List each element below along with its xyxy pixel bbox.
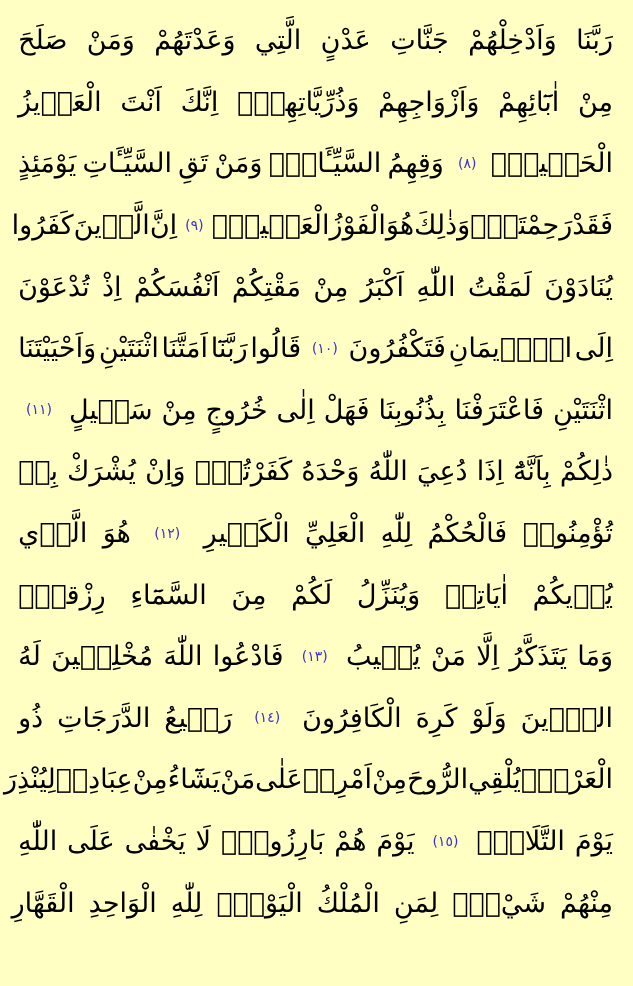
text-line	[18, 72, 613, 134]
word: فَتَكْفُرُونَ	[348, 333, 446, 365]
word: الْكَب۪يرِ	[203, 518, 290, 550]
word: وَمَنْ	[214, 148, 263, 180]
word: وَمَا	[577, 641, 613, 673]
word: دُعِيَ	[416, 456, 468, 488]
word: كَفَرُوا	[11, 210, 74, 242]
word: قَالُوا	[250, 333, 302, 365]
word: اثْنَتَيْنِ	[552, 394, 613, 426]
word: وَيُنَزِّلُ	[356, 579, 421, 611]
word: اٰيَاتِه۪	[444, 579, 508, 611]
word: السَّيِّـَٔاتِۜ	[268, 148, 382, 180]
verse-number-marker: ( ١١ )	[22, 403, 56, 417]
word: رَبَّنَٓا	[210, 333, 248, 365]
word: هُوَ	[102, 518, 131, 550]
word: مَنْ	[220, 764, 256, 796]
word: خُرُوجٍ	[205, 394, 268, 426]
word: شَيْءٌۜ	[452, 887, 546, 919]
word: اِنَّ	[149, 210, 178, 242]
word: تُدْعَوْنَ	[18, 271, 90, 303]
verse-number-marker: ( ١٣ )	[298, 650, 332, 664]
word: لَهُ	[18, 641, 41, 673]
word: بَارِزُونَۚ	[220, 826, 325, 858]
word: وَاَدْخِلْهُمْ	[468, 25, 557, 57]
word: الْا۪يمَانِ	[448, 333, 573, 365]
text-line	[18, 441, 613, 503]
word: عَلَى	[67, 826, 115, 858]
word: الَّذ۪ينَ	[73, 210, 150, 242]
word: اَنْتَ	[120, 86, 162, 118]
word: وَعَدْتَهُمْ	[154, 25, 236, 57]
word: اللّٰهِ	[416, 271, 456, 303]
verse-number-marker: ( ١٢ )	[150, 527, 184, 541]
word: فَقَدْ	[572, 210, 613, 242]
word: الْيَوْمَۜ	[216, 887, 303, 919]
word: السَّيِّـَٔاتِ	[82, 148, 172, 180]
word: الْكَافِرُونَ	[302, 702, 402, 734]
word: يُنَادَوْنَ	[544, 271, 613, 303]
word: لِيُنْذِرَ	[3, 764, 56, 796]
word: اَكْبَرُ	[360, 271, 405, 303]
text-line	[3, 749, 613, 811]
word: بِذُنُوبِنَا	[378, 394, 446, 426]
word: رَف۪يعُ	[164, 702, 233, 734]
word: الْعَلِيِّ	[305, 518, 366, 550]
word: فَادْعُوا	[212, 641, 284, 673]
word: فَهَلْ	[323, 394, 370, 426]
word: اِلٰى	[276, 394, 315, 426]
word: السَّمَٓاءِ	[130, 579, 207, 611]
word: وَذُرِّيَّاتِهِمْۜ	[237, 86, 360, 118]
text-line	[18, 811, 613, 873]
text-line	[18, 133, 613, 195]
text-line	[18, 503, 613, 565]
word: اِنَّكَ	[180, 86, 219, 118]
word: هُوَ	[385, 210, 415, 242]
word: وَاَحْيَيْتَنَا	[18, 333, 97, 365]
word: مِنْ	[577, 86, 613, 118]
word: مِنَ	[231, 579, 267, 611]
verse-number-marker: ( ١٠ )	[308, 342, 342, 356]
word: يُن۪يبُ	[346, 641, 421, 673]
word: رِزْقاًۜ	[18, 579, 106, 611]
word: لَا	[195, 826, 212, 858]
word: رَبَّنَا	[576, 25, 613, 57]
word: الدَّرَجَاتِ	[57, 702, 151, 734]
word: يُر۪يكُمْ	[532, 579, 613, 611]
word: لَكُمْ	[291, 579, 333, 611]
word: تَقِ	[178, 148, 209, 180]
word: يَخْفٰى	[124, 826, 186, 858]
word: وَمَنْ	[86, 25, 135, 57]
verse-number-marker: ( ٩ )	[181, 219, 207, 233]
word: يَوْمَ	[376, 826, 415, 858]
word: يُشْرَكْ	[67, 456, 136, 488]
word: وَاَزْوَاجِهِمْ	[378, 86, 480, 118]
word: اِذْ	[102, 271, 122, 303]
word: لَمَقْتُ	[467, 271, 532, 303]
text-line	[18, 318, 613, 380]
text-line	[18, 626, 613, 688]
text-line	[18, 10, 613, 72]
word: عَلٰى	[255, 764, 303, 796]
verse-number-marker: ( ١٤ )	[250, 711, 284, 725]
word: الْوَاحِدِ	[88, 887, 157, 919]
word: الْقَهَّارِ	[11, 887, 75, 919]
text-line	[18, 380, 613, 442]
word: اللّٰهَ	[163, 641, 203, 673]
word: صَلَحَ	[18, 25, 68, 57]
word: اثْنَتَيْنِ	[98, 333, 159, 365]
word: اَمْرِه۪	[302, 764, 372, 796]
word: فَاعْتَرَفْنَا	[454, 394, 545, 426]
word: وَلَوْ	[471, 702, 507, 734]
word: الْعَظ۪يمُ۟	[211, 210, 330, 242]
word: اِذَا	[476, 456, 504, 488]
text-line	[18, 688, 613, 750]
verse-number-marker: ( ٨ )	[454, 157, 480, 171]
word: يَوْمَئِذٍ	[18, 148, 77, 180]
word: مُخْلِص۪ينَ	[51, 641, 154, 673]
word: مِنْ	[132, 764, 168, 796]
word: جَنَّاتِ	[390, 25, 449, 57]
word: لِمَنِ	[393, 887, 439, 919]
word: التَّلَاقِۙ	[476, 826, 565, 858]
word: فَالْحُكْمُ	[427, 518, 508, 550]
word: وَاِنْ	[145, 456, 186, 488]
word: بِاَنَّهُٓ	[512, 456, 551, 488]
word: هُمْ	[334, 826, 367, 858]
word: كَفَرْتُمْۚ	[194, 456, 293, 488]
text-line	[18, 564, 613, 626]
word: الْعَز۪يزُ	[18, 86, 102, 118]
word: اِلَّا	[476, 641, 500, 673]
word: اللّٰهِ	[18, 826, 58, 858]
word: سَب۪يلٍ	[68, 394, 153, 426]
word: بِه۪	[18, 456, 58, 488]
text-line	[18, 256, 613, 318]
word: الرُّوحَ	[407, 764, 469, 796]
word: مِنْ	[372, 764, 408, 796]
word: رَحِمْتَهُۜ	[470, 210, 573, 242]
word: الَّتِي	[254, 25, 302, 57]
word: يَتَذَكَّرُ	[509, 641, 567, 673]
word: كَرِهَ	[415, 702, 458, 734]
word: الدّ۪ينَ	[520, 702, 613, 734]
word: مَنْ	[430, 641, 466, 673]
text-line	[11, 195, 613, 257]
word: مَقْتِكُمْ	[231, 271, 301, 303]
verse-number-marker: ( ١٥ )	[428, 835, 462, 849]
word: الَّذ۪ي	[18, 518, 88, 550]
word: الْحَك۪يمُۙ	[490, 148, 613, 180]
word: اٰبَٓائِهِمْ	[498, 86, 560, 118]
word: يَشَٓاءُ	[167, 764, 221, 796]
word: وَقِهِمُ	[387, 148, 444, 180]
word: ذٰلِكُمْ	[559, 456, 613, 488]
word: الْعَرْشِۚ	[520, 764, 613, 796]
word: مِنْ	[313, 271, 349, 303]
word: اَمَتَّنَا	[161, 333, 209, 365]
word: وَذٰلِكَ	[414, 210, 471, 242]
word: عِبَادِه۪	[55, 764, 133, 796]
word: لِلّٰهِ	[380, 518, 413, 550]
word: اِلَى	[574, 333, 613, 365]
text-line	[11, 872, 613, 934]
word: لِلّٰهِ	[170, 887, 203, 919]
word: الْمُلْكُ	[316, 887, 380, 919]
word: مِنْ	[161, 394, 197, 426]
word: يُلْقِي	[468, 764, 521, 796]
word: اَنْفُسَكُمْ	[133, 271, 220, 303]
word: يَوْمَ	[574, 826, 613, 858]
word: ذُو	[18, 702, 44, 734]
word: وَحْدَهُ	[301, 456, 360, 488]
word: مِنْهُمْ	[559, 887, 613, 919]
word: الْفَوْزُ	[329, 210, 386, 242]
word: تُؤْمِنُواۜ	[522, 518, 613, 550]
word: عَدْنٍ	[320, 25, 371, 57]
word: اللّٰهُ	[368, 456, 408, 488]
